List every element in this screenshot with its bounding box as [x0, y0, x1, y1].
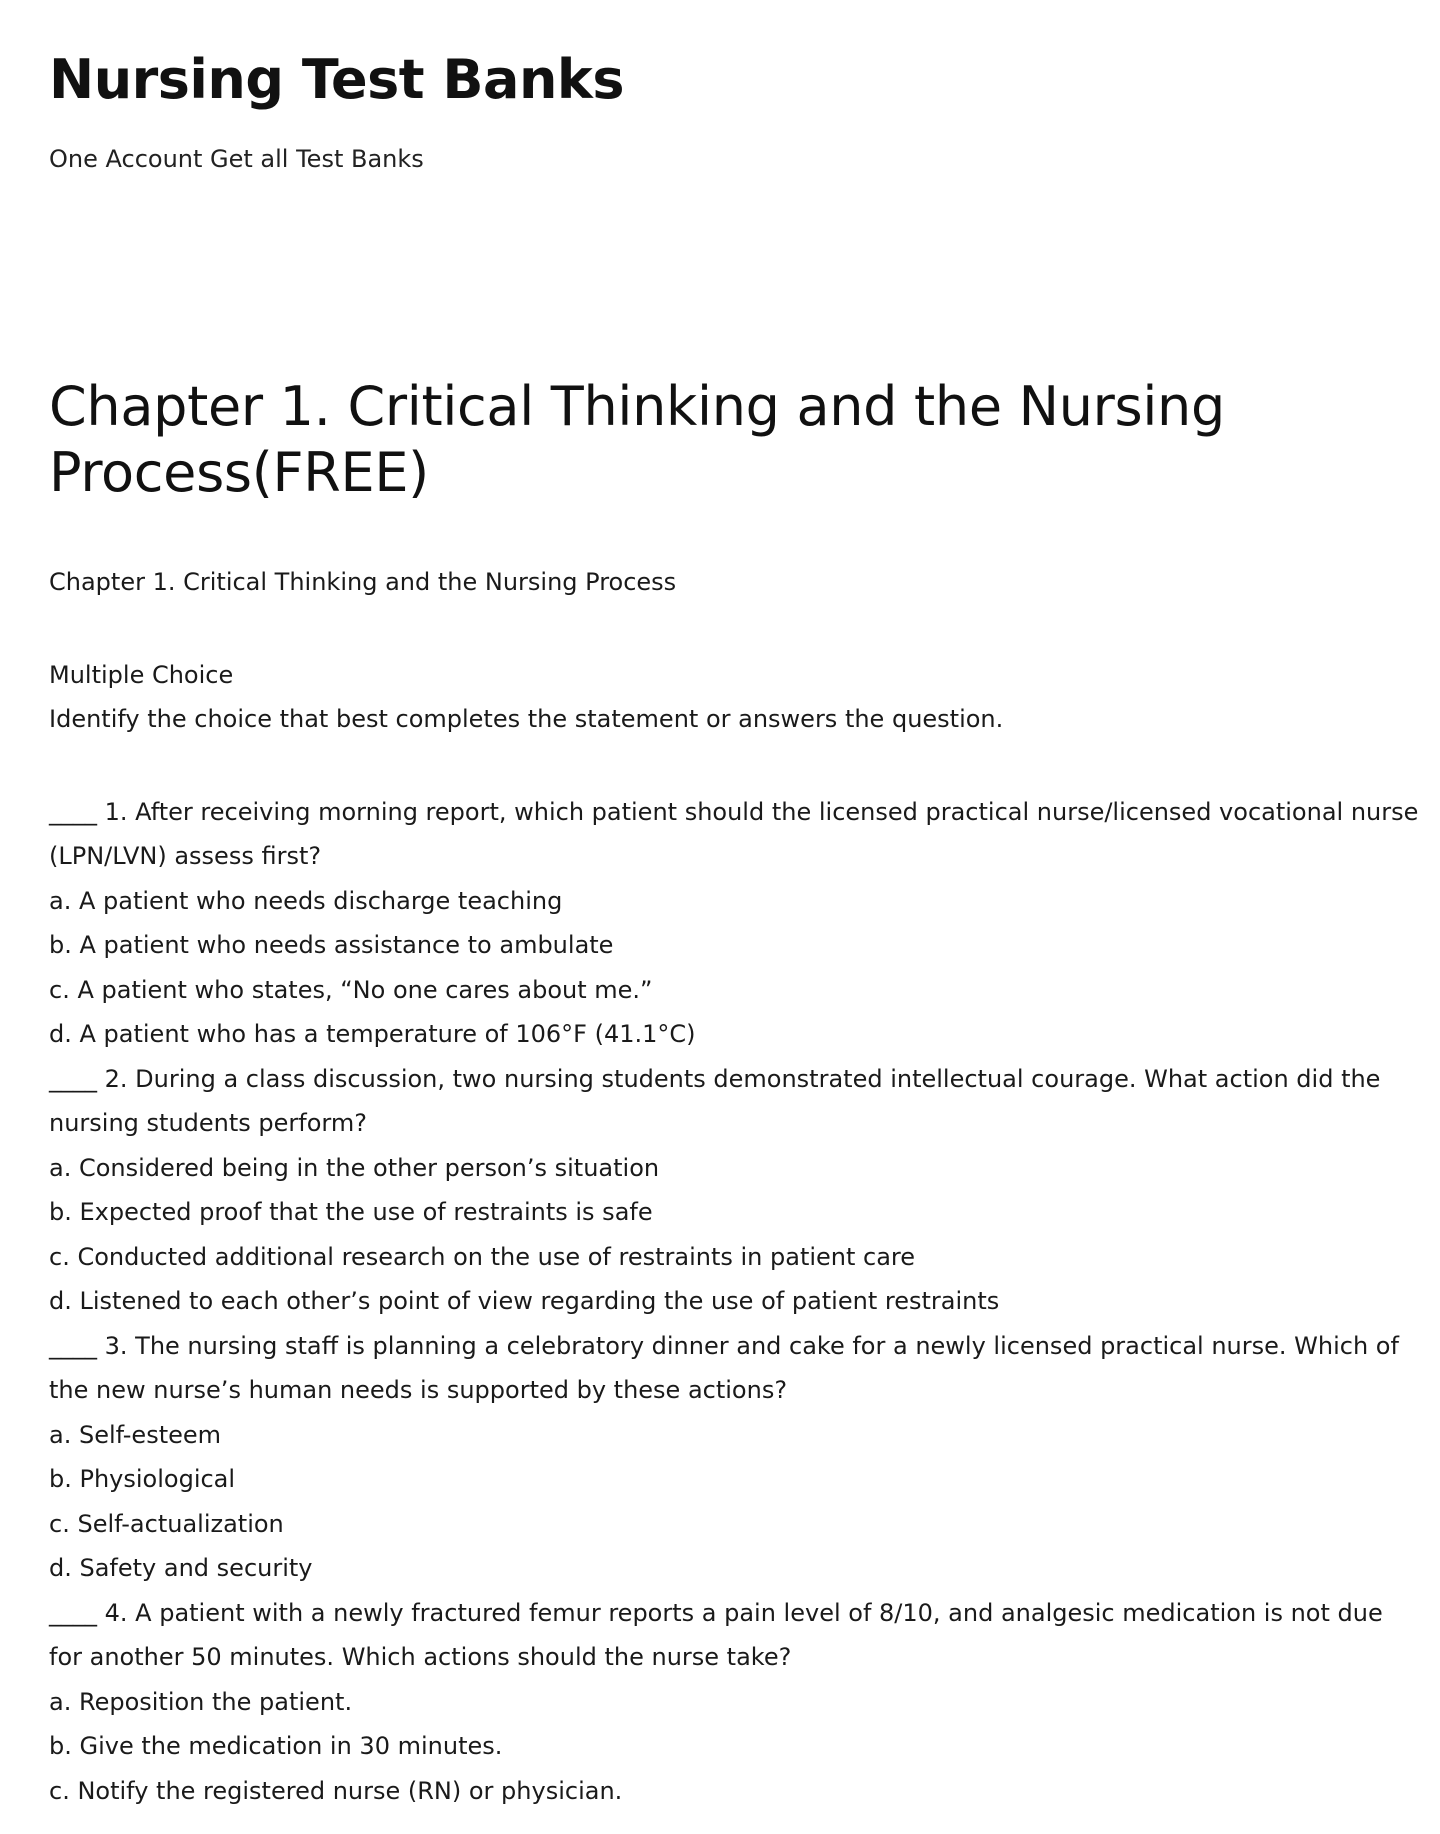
spacer [49, 742, 1419, 790]
answer-option: d. Listened to each other’s point of view regarding the use of patient restraints [49, 1287, 1000, 1315]
answer-option: a. A patient who needs discharge teaching [49, 886, 563, 915]
section-title: Multiple Choice [49, 660, 234, 689]
question-3 [49, 1324, 1419, 1591]
answer-option: b. A patient who needs assistance to ambulate [49, 931, 614, 959]
answer-option: a. Self-esteem [49, 1420, 222, 1449]
answer-option: c. Notify the registered nurse (RN) or physician. [49, 1776, 623, 1805]
spacer [49, 605, 1419, 653]
question-stem: ____ 1. After receiving morning report, which patient should the licensed practical nurse/licensed vocational nurse (LPN/LVN) assess first? [49, 797, 1419, 870]
answer-option: d. Safety and security [49, 1554, 313, 1582]
post-subheading: Chapter 1. Critical Thinking and the Nursing Process [49, 568, 677, 596]
instructions: Identify the choice that best completes the statement or answers the question. [49, 705, 1004, 733]
question-stem: ____ 2. During a class discussion, two nursing students demonstrated intellectual courage. What action did the nursing students perform? [49, 1064, 1381, 1137]
post-content [49, 560, 1419, 1813]
answer-option: b. Expected proof that the use of restraints is safe [49, 1198, 653, 1226]
site-tagline: One Account Get all Test Banks [49, 145, 424, 173]
site-title[interactable]: Nursing Test Banks [49, 48, 624, 111]
answer-option: b. Physiological [49, 1465, 236, 1493]
question-stem: ____ 4. A patient with a newly fractured femur reports a pain level of 8/10, and analgesic medication is not due for another 50 minutes. Which actions should the nurse take? [49, 1598, 1383, 1671]
answer-option: a. Reposition the patient. [49, 1687, 353, 1716]
answer-option: c. Conducted additional research on the use of restraints in patient care [49, 1242, 916, 1271]
answer-option: c. A patient who states, “No one cares about me.” [49, 975, 653, 1004]
answer-option: b. Give the medication in 30 minutes. [49, 1732, 503, 1760]
question-4 [49, 1591, 1419, 1814]
question-2 [49, 1057, 1419, 1324]
answer-option: a. Considered being in the other person’s situation [49, 1153, 660, 1182]
question-1 [49, 790, 1419, 1057]
answer-option: d. A patient who has a temperature of 106°F (41.1°C) [49, 1020, 696, 1048]
answer-option: c. Self-actualization [49, 1509, 284, 1538]
question-stem: ____ 3. The nursing staff is planning a celebratory dinner and cake for a newly licensed practical nurse. Which of the new nurse’s human needs is supported by these actions? [49, 1331, 1399, 1404]
post-heading: Chapter 1. Critical Thinking and the Nursing Process(FREE) [49, 375, 1225, 504]
